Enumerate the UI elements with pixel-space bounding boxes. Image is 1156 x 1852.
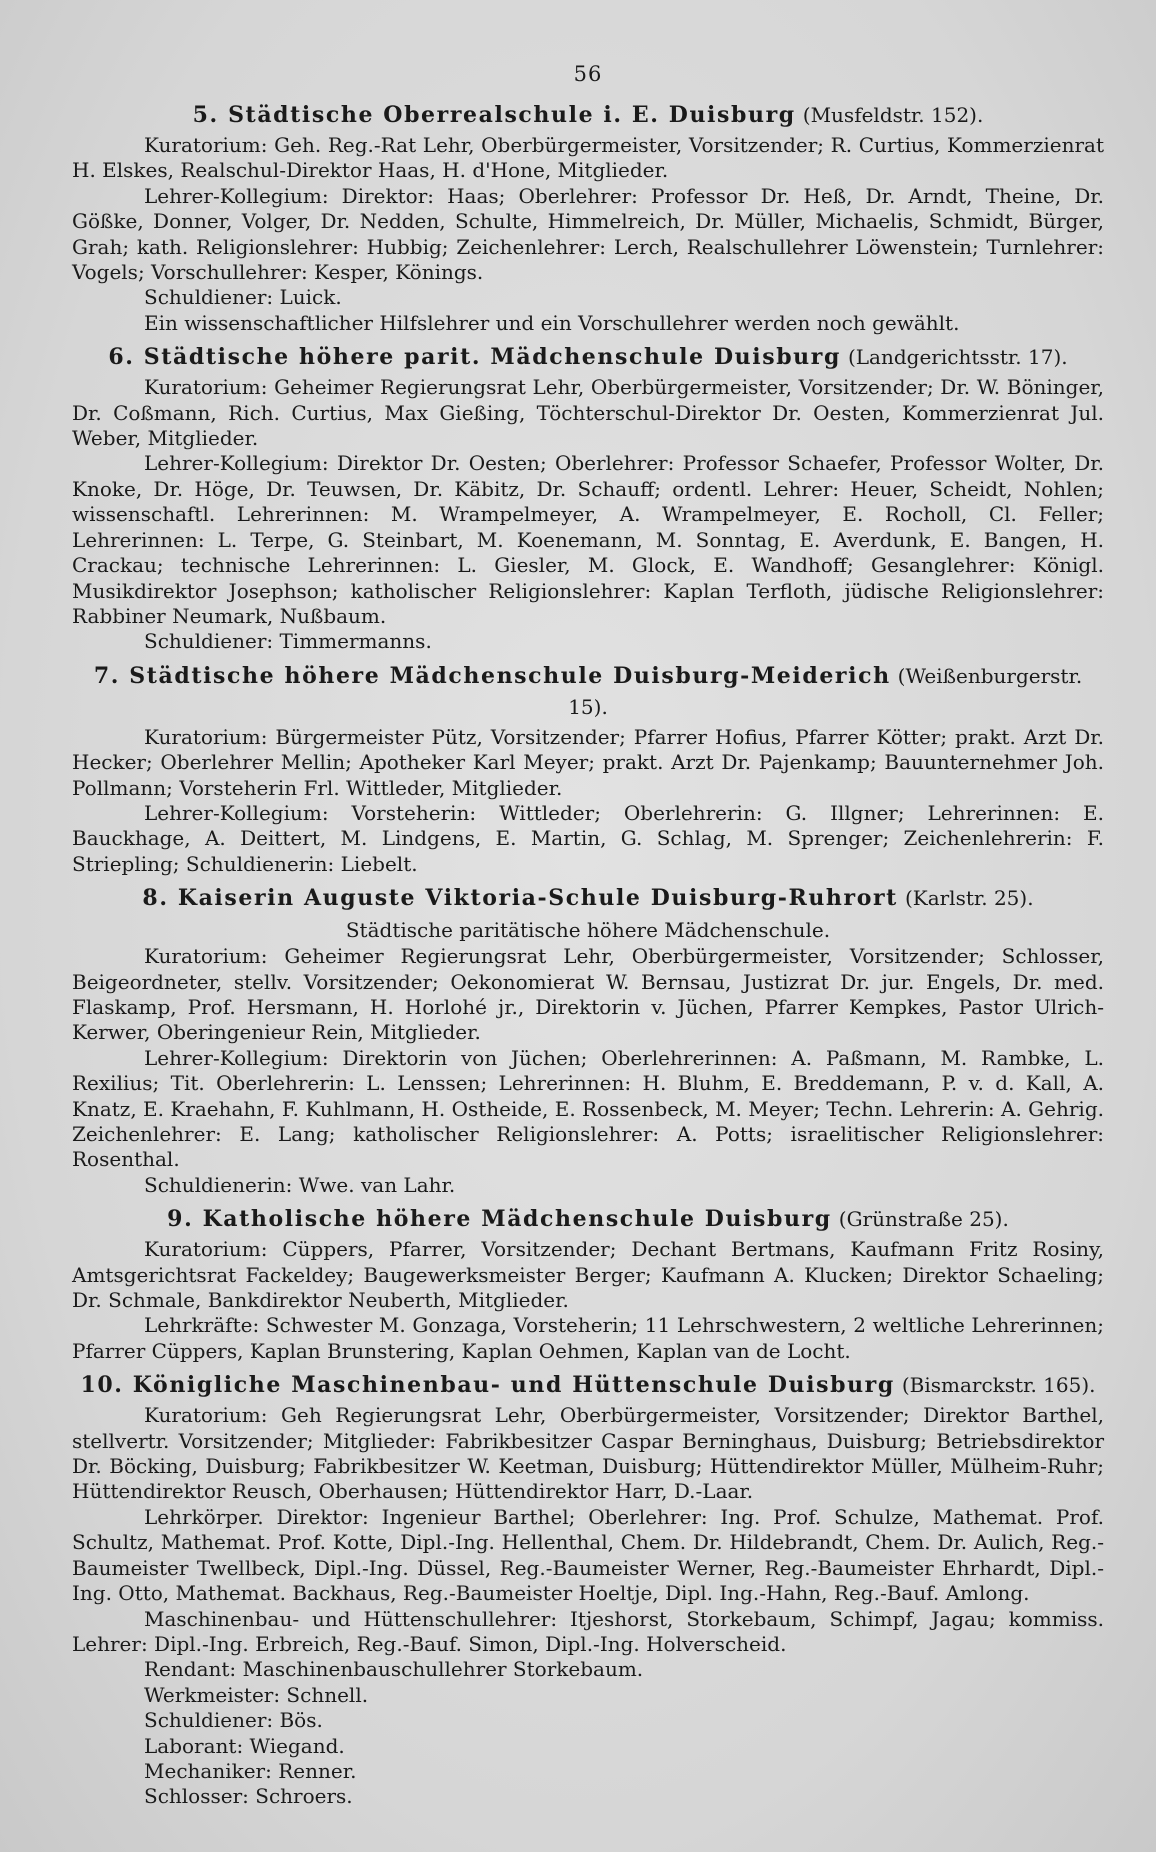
- section-9: [72, 1204, 1104, 1364]
- lehrer-paragraph: Maschinenbau- und Hüttenschullehrer: Itjeshorst, Storkebaum, Schimpf, Jagau; kommiss. Lehrer: Dipl.-Ing. Erbreich, Reg.-Bauf. Simon, Dipl.-Ing. Holverscheid.: [72, 1606, 1104, 1656]
- section-heading: [72, 661, 1104, 723]
- kollegium-paragraph: Lehrer-Kollegium: Direktor Dr. Oesten; Oberlehrer: Professor Schaefer, Professor Wolter, Dr. Knoke, Dr. Höge, Dr. Teuwsen, Dr. Käbitz, Dr. Schauff; ordentl. Lehrer: Heuer, Scheidt, Nohlen; wissenschaftl. Lehrerinnen: M. Wrampelmeyer, A. Wrampelmeyer, E. Rocholl, Cl. Feller; Lehrerinnen: L. Terpe, G. Steinbart, M. Koenemann, M. Sonntag, E. Averdunk, E. Bangen, H. Crackau; technische Lehrerinnen: L. Giesler, M. Glock, E. Wandhoff; Gesanglehrer: Königl. Musikdirektor Josephson; katholischer Religionslehrer: Kaplan Terfloth, jüdische Religionslehrer: Rabbiner Neumark, Nußbaum.: [72, 451, 1104, 628]
- schuldiener-paragraph: Schuldiener: Luick.: [144, 285, 342, 310]
- section-10: [72, 1370, 1104, 1810]
- kuratorium-paragraph: Kuratorium: Geheimer Regierungsrat Lehr, Oberbürgermeister, Vorsitzender; Schlosser, Beigeordneter, stellv. Vorsitzender; Oekonomierat W. Bernsau, Justizrat Dr. jur. Engels, Dr. med. Flaskamp, Prof. Hersmann, H. Horlohé jr., Direktorin v. Jüchen, Pfarrer Kempkes, Pastor Ulrich-Kerwer, Oberingenieur Rein, Mitglieder.: [72, 944, 1104, 1045]
- role-line: Werkmeister: Schnell.: [144, 1682, 369, 1707]
- kuratorium-paragraph: Kuratorium: Cüppers, Pfarrer, Vorsitzender; Dechant Bertmans, Kaufmann Fritz Rosiny, Amtsgerichtsrat Fackeldey; Baugewerksmeister Berger; Kaufmann A. Klucken; Direktor Schaeling; Dr. Schmale, Bankdirektor Neuberth, Mitglieder.: [72, 1237, 1104, 1313]
- kuratorium-paragraph: Kuratorium: Bürgermeister Pütz, Vorsitzender; Pfarrer Hofius, Pfarrer Kötter; prakt. Arzt Dr. Hecker; Oberlehrer Mellin; Apotheker Karl Meyer; prakt. Arzt Dr. Pajenkamp; Bauunternehmer Joh. Pollmann; Vorsteherin Frl. Wittleder, Mitglieder.: [72, 724, 1104, 800]
- section-title: 9. Katholische höhere Mädchenschule Duisburg: [167, 1206, 832, 1233]
- section-address: (Weißenburgerstr. 15).: [568, 663, 1083, 719]
- role-line: Rendant: Maschinenbauschullehrer Storkebaum.: [144, 1657, 644, 1682]
- section-address: (Landgerichtsstr. 17).: [847, 345, 1068, 370]
- section-title: 7. Städtische höhere Mädchenschule Duisburg-Meiderich: [93, 662, 891, 689]
- section-title: 5. Städtische Oberrealschule i. E. Duisburg: [192, 102, 796, 128]
- schuldiener-paragraph: Schuldienerin: Wwe. van Lahr.: [144, 1172, 456, 1197]
- section-heading: [72, 1370, 1104, 1401]
- lehrkoerper-paragraph: Lehrkörper. Direktor: Ingenieur Barthel; Oberlehrer: Ing. Prof. Schulze, Mathemat. Prof. Schultz, Mathemat. Prof. Kotte, Dipl.-Ing. Hellenthal, Chem. Dr. Hildebrandt, Chem. Dr. Aulich, Reg.-Baumeister Twellbeck, Dipl.-Ing. Düssel, Reg.-Baumeister Werner, Reg.-Baumeister Ehrhardt, Dipl.-Ing. Otto, Mathemat. Backhaus, Reg.-Baumeister Hoeltje, Dipl. Ing.-Hahn, Reg.-Bauf. Amlong.: [72, 1504, 1104, 1606]
- role-line: Schlosser: Schroers.: [144, 1784, 353, 1809]
- section-heading: [72, 100, 1104, 131]
- kollegium-paragraph: Lehrer-Kollegium: Vorsteherin: Wittleder; Oberlehrerin: G. Illgner; Lehrerinnen: E. Bauckhage, A. Deittert, M. Lindgens, E. Martin, G. Schlag, M. Sprenger; Zeichenlehrerin: F. Striepling; Schuldienerin: Liebelt.: [72, 800, 1104, 876]
- kollegium-paragraph: Lehrer-Kollegium: Direktor: Haas; Oberlehrer: Professor Dr. Heß, Dr. Arndt, Theine, Dr. Gößke, Donner, Volger, Dr. Nedden, Schulte, Himmelreich, Dr. Müller, Michaelis, Schmidt, Bürger, Grah; kath. Religionslehrer: Hubbig; Zeichenlehrer: Lerch, Realschullehrer Löwenstein; Turnlehrer: Vogels; Vorschullehrer: Kesper, Könings.: [72, 183, 1104, 285]
- section-8: [72, 883, 1104, 1198]
- section-title: 8. Kaiserin Auguste Viktoria-Schule Duisburg-Ruhrort: [142, 885, 898, 912]
- kuratorium-paragraph: Kuratorium: Geheimer Regierungsrat Lehr, Oberbürgermeister, Vorsitzender; Dr. W. Böninger, Dr. Coßmann, Rich. Curtius, Max Gießing, Töchterschul-Direktor Dr. Oesten, Kommerzienrat Jul. Weber, Mitglieder.: [72, 375, 1104, 451]
- section-title: 10. Königliche Maschinenbau- und Hüttenschule Duisburg: [80, 1372, 895, 1399]
- section-7: [72, 661, 1104, 877]
- section-address: (Karlstr. 25).: [904, 886, 1034, 911]
- page-number: 56: [573, 62, 603, 86]
- role-line: Schuldiener: Bös.: [144, 1708, 323, 1733]
- section-subtitle: Städtische paritätische höhere Mädchenschule.: [345, 918, 831, 943]
- note-paragraph: Ein wissenschaftlicher Hilfslehrer und ein Vorschullehrer werden noch gewählt.: [144, 310, 960, 335]
- section-address: (Grünstraße 25).: [838, 1207, 1009, 1232]
- kollegium-paragraph: Lehrer-Kollegium: Direktorin von Jüchen; Oberlehrerinnen: A. Paßmann, M. Rambke, L. Rexilius; Tit. Oberlehrerin: L. Lenssen; Lehrerinnen: H. Bluhm, E. Breddemann, P. v. d. Kall, A. Knatz, E. Kraehahn, F. Kuhlmann, H. Ostheide, E. Rossenbeck, M. Meyer; Techn. Lehrerin: A. Gehrig. Zeichenlehrer: E. Lang; katholischer Religionslehrer: A. Potts; israelitischer Religionslehrer: Rosenthal.: [72, 1045, 1104, 1172]
- section-5: [72, 100, 1104, 336]
- kuratorium-paragraph: Kuratorium: Geh. Reg.-Rat Lehr, Oberbürgermeister, Vorsitzender; R. Curtius, Kommerzienrat H. Elskes, Realschul-Direktor Haas, H. d'Hone, Mitglieder.: [72, 133, 1104, 183]
- kuratorium-paragraph: Kuratorium: Geh Regierungsrat Lehr, Oberbürgermeister, Vorsitzender; Direktor Barthel, stellvertr. Vorsitzender; Mitglieder: Fabrikbesitzer Caspar Berninghaus, Duisburg; Betriebsdirektor Dr. Böcking, Duisburg; Fabrikbesitzer W. Keetman, Duisburg; Hüttendirektor Müller, Mülheim-Ruhr; Hüttendirektor Reusch, Oberhausen; Hüttendirektor Harr, D.-Laar.: [72, 1403, 1104, 1504]
- section-6: [72, 342, 1104, 654]
- section-heading: [72, 883, 1104, 914]
- role-line: Mechaniker: Renner.: [144, 1758, 357, 1783]
- section-title: 6. Städtische höhere parit. Mädchenschule Duisburg: [108, 344, 841, 371]
- section-address: (Bismarckstr. 165).: [901, 1373, 1096, 1398]
- schuldiener-paragraph: Schuldiener: Timmermanns.: [144, 629, 432, 654]
- section-heading: [72, 1204, 1104, 1235]
- lehrkraefte-paragraph: Lehrkräfte: Schwester M. Gonzaga, Vorsteherin; 11 Lehrschwestern, 2 weltliche Lehrerinnen; Pfarrer Cüppers, Kaplan Brunstering, Kaplan Oehmen, Kaplan van de Locht.: [72, 1313, 1104, 1363]
- section-address: (Musfeldstr. 152).: [802, 103, 984, 127]
- role-line: Laborant: Wiegand.: [144, 1733, 345, 1758]
- section-heading: [72, 342, 1104, 373]
